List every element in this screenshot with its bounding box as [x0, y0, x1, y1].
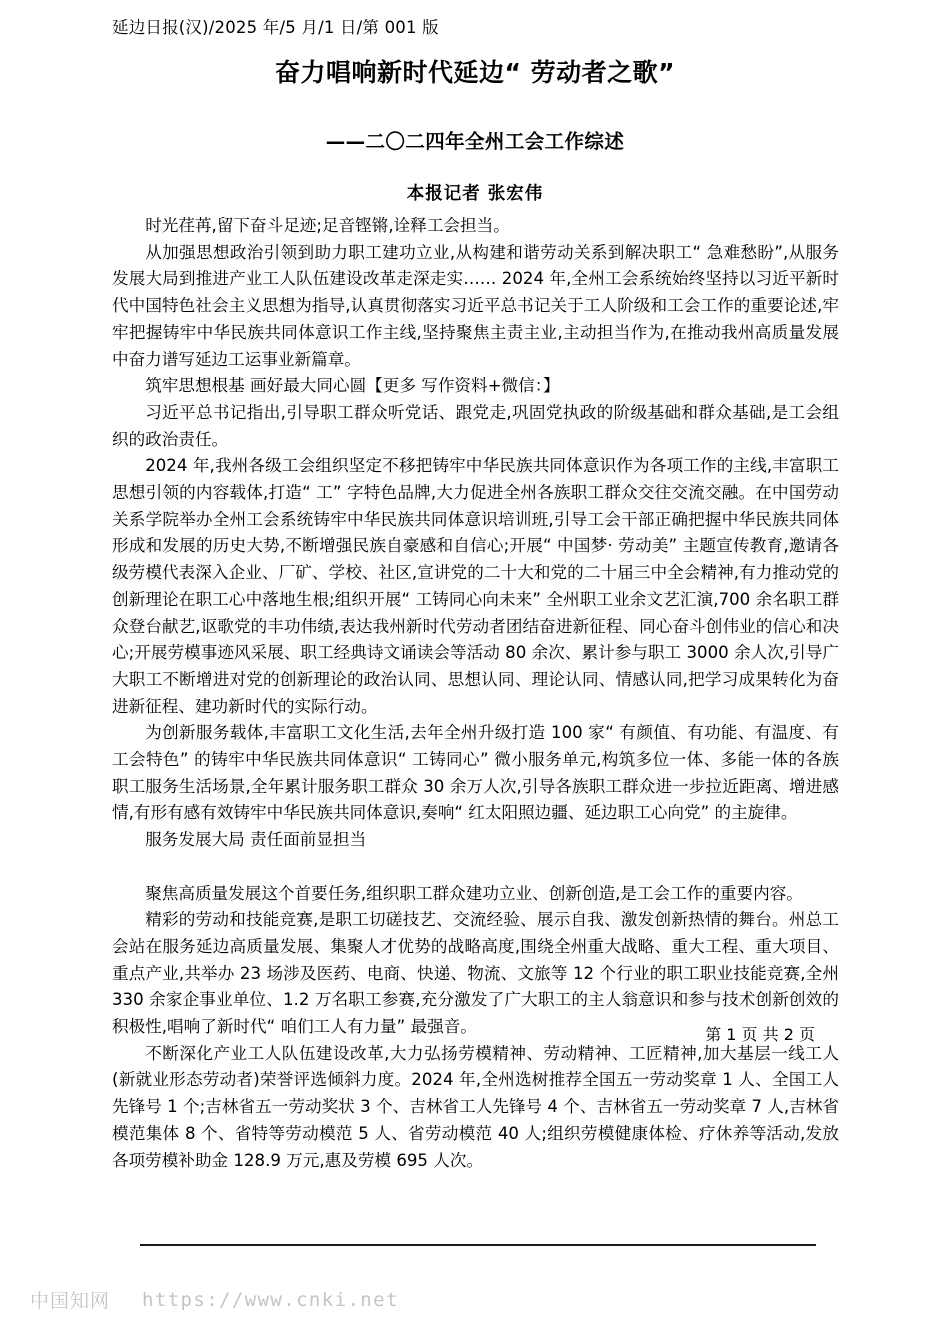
paragraph: 从加强思想政治引领到助力职工建功立业,从构建和谐劳动关系到解决职工“ 急难愁盼”,从服务发展大局到推进产业工人队伍建设改革走深走实…… 2024 年,全州工会系统始终坚持以习近平新时代中国特色社会主义思想为指导,认真贯彻落实习近平总书记关于工人阶级和工会工作的重要论述,牢牢把握铸牢中华民族共同体意识工作主线,坚持聚焦主责主业,主动担当作为,在推动我州高质量发展中奋力谱写延边工运事业新篇章。 [112, 242, 839, 369]
page-title: 奋力唱响新时代延边“ 劳动者之歌” [274, 58, 676, 87]
title-block [112, 56, 838, 205]
paragraph: 2024 年,我州各级工会组织坚定不移把铸牢中华民族共同体意识作为各项工作的主线,丰富职工思想引领的内容载体,打造“ 工” 字特色品牌,大力促进全州各族职工群众交往交流交融。在中国劳动关系学院举办全州工会系统铸牢中华民族共同体意识培训班,引导工会干部正确把握中华民族共同体形成和发展的历史大势,不断增强民族自豪感和自信心;开展“ 中国梦· 劳动美” 主题宣传教育,邀请各级劳模代表深入企业、厂矿、学校、社区,宣讲党的二十大和党的二十届三中全会精神,有力推动党的创新理论在职工心中落地生根;组织开展“ 工铸同心向未来” 全州职工业余文艺汇演,700 余名职工群众登台献艺,讴歌党的丰功伟绩,表达我州新时代劳动者团结奋进新征程、同心奋斗创伟业的信心和决心;开展劳模事迹风采展、职工经典诗文诵读会等活动 80 余次、累计参与职工 3000 余人次,引导广大职工不断增进对党的创新理论的政治认同、思想认同、理论认同、情感认同,把学习成果转化为奋进新征程、建功新时代的实际行动。 [112, 456, 839, 716]
section-heading-1: 筑牢思想根基 画好最大同心圆【更多 写作资料+微信：】 [145, 376, 560, 396]
cnki-watermark [30, 1286, 399, 1313]
cnki-url-text: https://www.cnki.net [142, 1288, 399, 1311]
page-subtitle: ——二〇二四年全州工会工作综述 [325, 129, 625, 153]
section-heading-2: 服务发展大局 责任面前显担当 [145, 830, 367, 850]
paragraph: 为创新服务载体,丰富职工文化生活,去年全州升级打造 100 家“ 有颜值、有功能、有温度、有工会特色” 的铸牢中华民族共同体意识“ 工铸同心” 微小服务单元,构筑多位一体、多能一体的各族职工服务生活场景,全年累计服务职工群众 30 余万人次,引导各族职工群众进一步拉近距离、增进感情,有形有感有效铸牢中华民族共同体意识,奏响“ 红太阳照边疆、延边职工心向党” 的主旋律。 [112, 723, 839, 823]
cnki-logo-text: 中国知网 [30, 1290, 111, 1312]
horizontal-divider [140, 1244, 816, 1246]
masthead-source-line: 延边日报(汉)/2025 年/5 月/1 日/第 001 版 [112, 18, 439, 37]
paragraph: 不断深化产业工人队伍建设改革,大力弘扬劳模精神、劳动精神、工匠精神,加大基层一线工人(新就业形态劳动者)荣誉评选倾斜力度。2024 年,全州选树推荐全国五一劳动奖章 1 人、全国工人先锋号 1 个;吉林省五一劳动奖状 3 个、吉林省工人先锋号 4 个、吉林省五一劳动奖章 7 人,吉林省模范集体 8 个、省特等劳动模范 5 人、省劳动模范 40 人;组织劳模健康体检、疗休养等活动,发放各项劳模补助金 128.9 万元,惠及劳模 695 人次。 [112, 1043, 839, 1170]
byline: 本报记者 张宏伟 [406, 183, 544, 204]
page-number-footer: 第 1 页 共 2 页 [705, 1025, 815, 1044]
paragraph: 聚焦高质量发展这个首要任务,组织职工群众建功立业、创新创造,是工会工作的重要内容。 [145, 883, 803, 903]
paragraph: 时光荏苒,留下奋斗足迹;足音铿锵,诠释工会担当。 [145, 216, 510, 235]
paragraph: 精彩的劳动和技能竞赛,是职工切磋技艺、交流经验、展示自我、激发创新热情的舞台。州总工会站在服务延边高质量发展、集聚人才优势的战略高度,围绕全州重大战略、重大工程、重大项目、重点产业,共举办 23 场涉及医药、电商、快递、物流、文旅等 12 个行业的职工职业技能竞赛,全州 330 余家企事业单位、1.2 万名职工参赛,充分激发了广大职工的主人翁意识和参与技术创新创效的积极性,唱响了新时代“ 咱们工人有力量” 最强音。 [112, 910, 839, 1037]
paragraph: 习近平总书记指出,引导职工群众听党话、跟党走,巩固党执政的阶级基础和群众基础,是工会组织的政治责任。 [112, 402, 839, 449]
